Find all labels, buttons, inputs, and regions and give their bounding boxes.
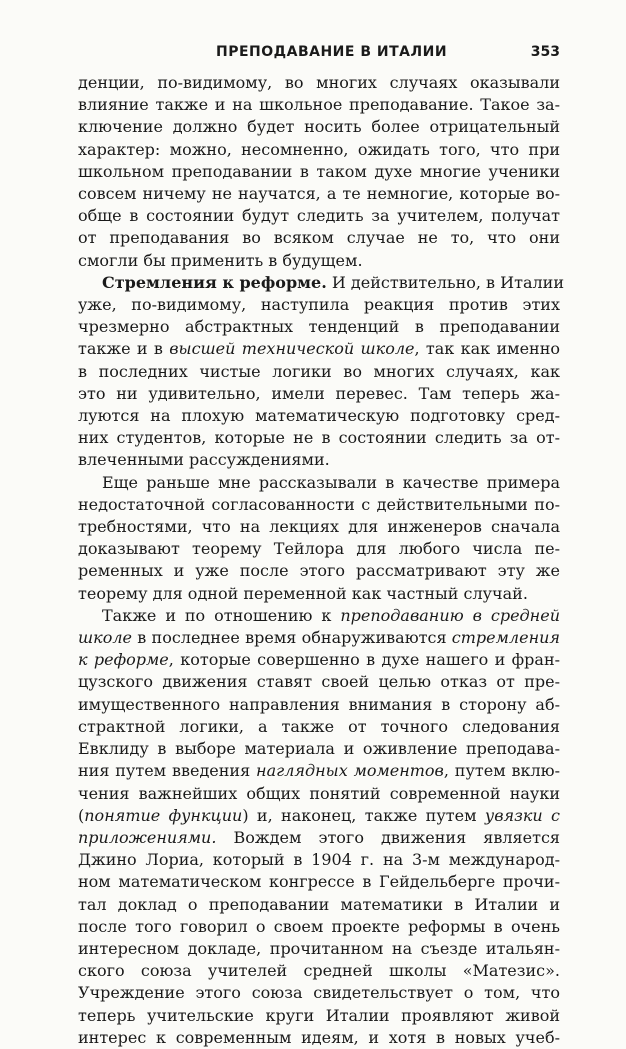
text-line: тал доклад о преподавании математики в Италии и	[78, 894, 560, 914]
text-line: интересном докладе, прочитанном на съезде итальян-	[78, 938, 560, 958]
italic-term: стремления	[451, 628, 560, 648]
paragraph-2	[78, 272, 564, 472]
text-line	[78, 472, 560, 494]
running-title: ПРЕПОДАВАНИЕ В ИТАЛИИ	[216, 44, 448, 60]
text-line: цузского движения ставят своей целью отказ от пре-	[78, 672, 560, 692]
text-run: , так как именно	[414, 339, 560, 359]
text-line: уже, по-видимому, наступила реакция против этих	[78, 295, 560, 315]
paragraph-3	[78, 472, 560, 605]
text-line: смогли бы применить в будущем.	[78, 250, 363, 270]
text-run: , которые совершенно в духе нашего и фран-	[168, 650, 561, 670]
text-line: недостаточной согласованности с действительными по-	[78, 494, 560, 514]
text-line	[78, 760, 560, 782]
italic-term: высшей технической школе	[169, 339, 415, 359]
text-line: влияние также и на школьное преподавание. Такое за-	[78, 95, 560, 115]
text-line: Евклиду в выборе материала и оживление преподава-	[78, 739, 560, 759]
italic-term: увязки с	[484, 805, 561, 825]
text-line	[78, 338, 560, 360]
text-line: после того говорил о своем проекте реформы в очень	[78, 916, 560, 936]
text-line: интерес к современным идеям, и хотя в новых учеб-	[78, 1027, 560, 1047]
text-run: Еще раньше мне рассказывали в качестве примера	[102, 472, 560, 492]
text-line: ном математическом конгрессе в Гейдельберге прочи-	[78, 872, 560, 892]
italic-term: к реформе	[78, 650, 169, 670]
text-line: Джино Лориа, который в 1904 г. на 3-м международ-	[78, 850, 560, 870]
text-line	[78, 272, 564, 294]
italic-term: понятие функции	[84, 805, 243, 825]
text-line: теперь учительские круги Италии проявляют живой	[78, 1005, 560, 1025]
text-line: чрезмерно абстрактных тенденций в преподавании	[78, 317, 560, 337]
italic-term: преподаванию в средней	[340, 605, 560, 625]
text-line: от преподавания во всяком случае не то, что они	[78, 228, 560, 248]
text-run: Также и по отношению к	[102, 605, 341, 625]
text-line: теорему для одной переменной как частный случай.	[78, 583, 528, 603]
text-line: в последних чистые логики во многих случаях, как	[78, 361, 560, 381]
text-line: совсем ничему не научатся, а те немногие, которые во-	[78, 184, 560, 204]
text-line: это ни удивительно, имели перевес. Там теперь жа-	[78, 383, 560, 403]
text-line	[78, 649, 560, 671]
text-run: , путем вклю-	[443, 761, 561, 781]
section-heading: Стремления к реформе.	[102, 272, 327, 292]
text-line	[78, 827, 560, 849]
italic-term: наглядных моментов	[256, 761, 444, 781]
text-line: влеченными рассуждениями.	[78, 450, 330, 470]
body-text	[78, 72, 564, 1049]
text-run: (	[78, 805, 85, 825]
text-run: ния путем введения	[78, 761, 257, 781]
text-line: имущественного направления внимания в сторону аб-	[78, 694, 560, 714]
text-line: ременных и уже после этого рассматривают эту же	[78, 561, 560, 581]
text-line: Учреждение этого союза свидетельствует о том, что	[78, 983, 560, 1003]
text-line: обще в состоянии будут следить за учителем, получат	[78, 206, 560, 226]
text-line: них студентов, которые не в состоянии следить за от-	[78, 428, 560, 448]
text-line: луются на плохую математическую подготовку сред-	[78, 406, 560, 426]
text-line	[78, 805, 560, 827]
text-line	[78, 627, 560, 649]
text-line: характер: можно, несомненно, ожидать того, что при	[78, 139, 560, 159]
page-header	[78, 44, 560, 66]
text-run: И действительно, в Италии	[331, 272, 564, 292]
paragraph-4	[78, 605, 560, 1049]
italic-term: школе	[78, 628, 132, 648]
text-run: также и в	[78, 339, 170, 359]
paragraph-1	[78, 72, 560, 272]
text-line: школьном преподавании в таком духе многие ученики	[78, 161, 560, 181]
text-line	[78, 605, 560, 627]
page-number: 353	[530, 44, 560, 60]
text-line: требностями, что на лекциях для инженеров сначала	[78, 517, 560, 537]
text-line: денции, по-видимому, во многих случаях оказывали	[78, 73, 560, 92]
text-line: страктной логики, а также от точного следования	[78, 716, 560, 736]
italic-term: приложениями.	[78, 827, 217, 847]
text-line: ключение должно будет носить более отрицательный	[78, 117, 560, 137]
text-run: в последнее время обнаруживаются	[132, 628, 452, 648]
text-line: доказывают теорему Тейлора для любого числа пе-	[78, 539, 560, 559]
text-run: ) и, наконец, также путем	[242, 805, 485, 825]
text-run: Вождем этого движения является	[216, 827, 560, 847]
text-line: чения важнейших общих понятий современной науки	[78, 783, 560, 803]
text-line: ского союза учителей средней школы «Матезис».	[78, 961, 560, 981]
